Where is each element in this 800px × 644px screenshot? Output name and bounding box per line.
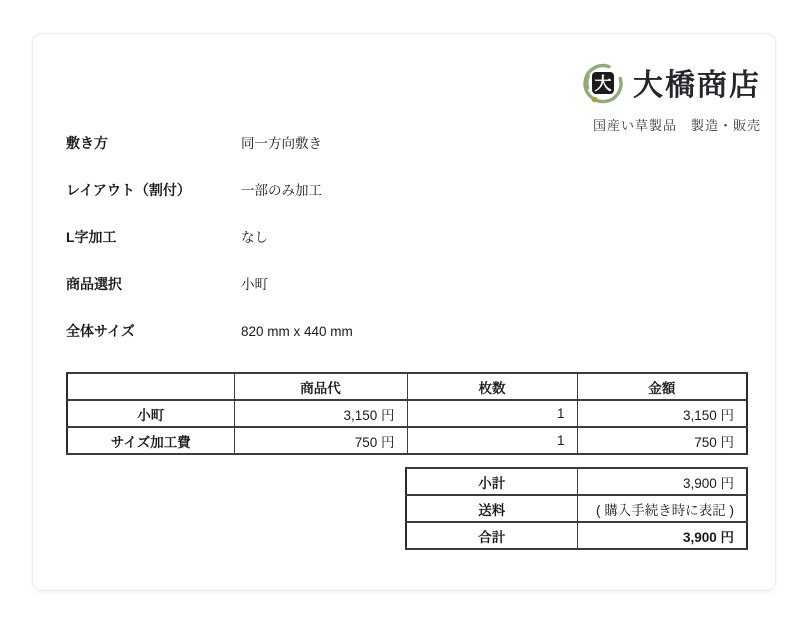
detail-label: 商品選択: [66, 276, 122, 292]
detail-value: 同一方向敷き: [241, 136, 322, 151]
detail-row: [66, 229, 353, 276]
items-header-unit-price: 商品代: [234, 373, 407, 400]
item-amount: 750 円: [577, 427, 747, 454]
items-table: [66, 372, 748, 455]
items-header-amount: 金額: [577, 373, 747, 400]
enso-spiral-tail: [587, 76, 588, 88]
items-table-row: [67, 427, 747, 454]
company-tagline: 国産い草製品 製造・販売: [592, 118, 761, 133]
summary-label-total: 合計: [406, 522, 577, 549]
detail-row: [66, 182, 353, 229]
summary-value-total: 3,900 円: [577, 522, 747, 549]
item-unit-price: 750 円: [234, 427, 407, 454]
detail-value: 小町: [241, 277, 268, 292]
summary-row: [406, 522, 747, 549]
detail-value: 一部のみ加工: [241, 183, 322, 198]
detail-row: [66, 135, 353, 182]
summary-label-subtotal: 小計: [406, 468, 577, 495]
detail-row: [66, 323, 353, 370]
item-name: サイズ加工費: [67, 427, 234, 454]
brand-row: [581, 61, 761, 110]
logo-dot: [592, 97, 598, 103]
summary-row: [406, 495, 747, 522]
item-quantity: 1: [407, 427, 577, 454]
summary-table: [405, 467, 748, 550]
item-name: 小町: [67, 400, 234, 427]
detail-label: 敷き方: [66, 135, 108, 151]
order-summary-card: [32, 33, 776, 591]
items-header-name: [67, 373, 234, 400]
summary-value-shipping: ( 購入手続き時に表記 ): [577, 495, 747, 522]
detail-label: 全体サイズ: [66, 323, 135, 339]
item-unit-price: 3,150 円: [234, 400, 407, 427]
detail-label: レイアウト（割付）: [66, 182, 191, 198]
items-header-quantity: 枚数: [407, 373, 577, 400]
summary-label-shipping: 送料: [406, 495, 577, 522]
items-table-row: [67, 400, 747, 427]
detail-value: 820 mm x 440 mm: [241, 324, 353, 339]
company-brand: [581, 61, 761, 134]
summary-row: [406, 468, 747, 495]
items-table-header-row: [67, 373, 747, 400]
item-quantity: 1: [407, 400, 577, 427]
brand-mark-icon: [581, 61, 625, 110]
logo-character: 大: [594, 74, 612, 94]
detail-label: L字加工: [66, 229, 117, 245]
company-name: 大橋商店: [633, 69, 761, 102]
detail-value: なし: [241, 230, 268, 245]
summary-value-subtotal: 3,900 円: [577, 468, 747, 495]
order-details: [66, 135, 353, 370]
item-amount: 3,150 円: [577, 400, 747, 427]
detail-row: [66, 276, 353, 323]
